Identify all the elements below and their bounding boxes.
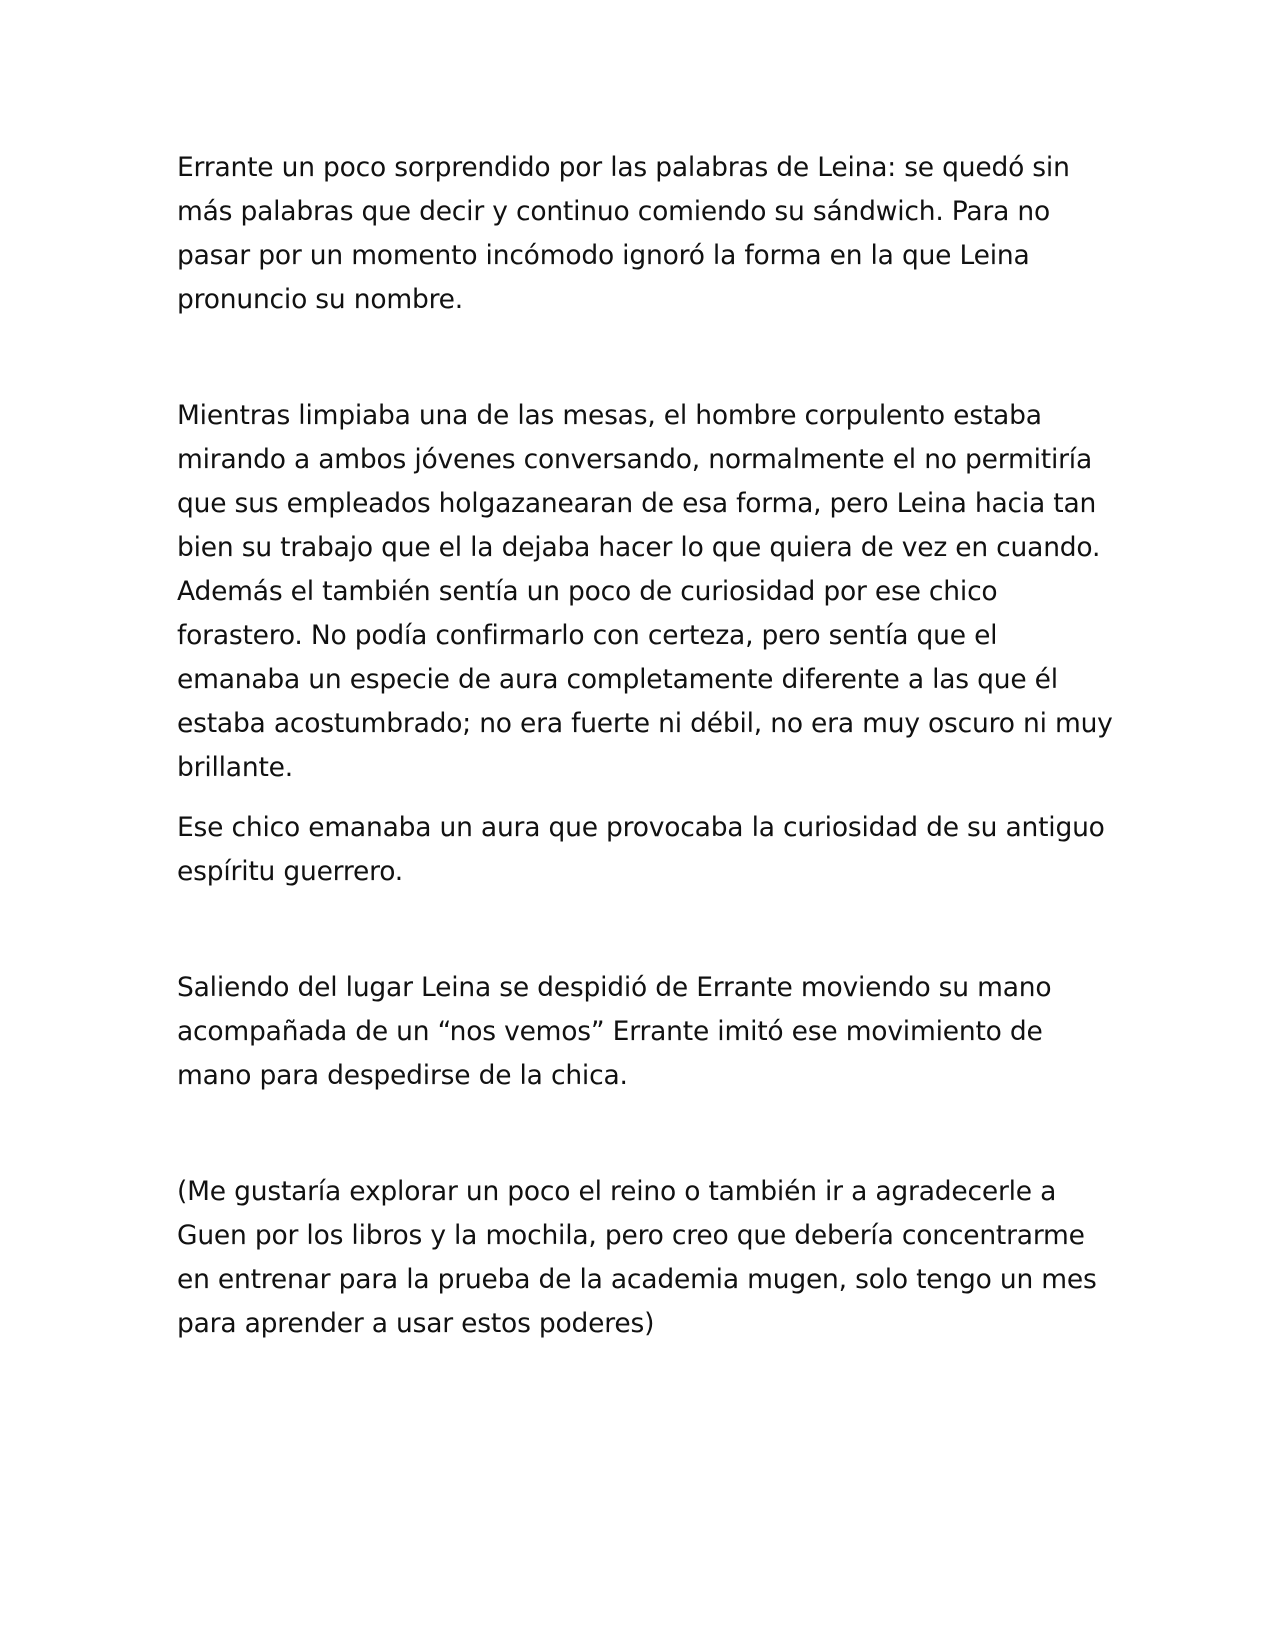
- paragraph-3: Ese chico emanaba un aura que provocaba la curiosidad de su antiguo espíritu guerrero.: [177, 812, 1105, 887]
- paragraph-2: Mientras limpiaba una de las mesas, el hombre corpulento estaba mirando a ambos jóvenes conversando, normalmente el no permitiría que sus empleados holgazanearan de esa forma, pero Leina hacia tan bien su trabajo que el la dejaba hacer lo que quiera de vez en cuando. Además el también sentía un poco de curiosidad por ese chico forastero. No podía confirmarlo con certeza, pero sentía que el emanaba un especie de aura completamente diferente a las que él estaba acostumbrado; no era fuerte ni débil, no era muy oscuro ni muy brillante.: [177, 400, 1113, 783]
- paragraph-1: Errante un poco sorprendido por las palabras de Leina: se quedó sin más palabras que decir y continuo comiendo su sándwich. Para no pasar por un momento incómodo ignoró la forma en la que Leina pronuncio su nombre.: [177, 152, 1070, 315]
- paragraph-5: (Me gustaría explorar un poco el reino o también ir a agradecerle a Guen por los libros y la mochila, pero creo que debería concentrarme en entrenar para la prueba de la academia mugen, solo tengo un mes para aprender a usar estos poderes): [177, 1176, 1097, 1339]
- document-body: [177, 146, 1117, 1346]
- paragraph-4: Saliendo del lugar Leina se despidió de Errante moviendo su mano acompañada de un “nos vemos” Errante imitó ese movimiento de mano para despedirse de la chica.: [177, 972, 1052, 1091]
